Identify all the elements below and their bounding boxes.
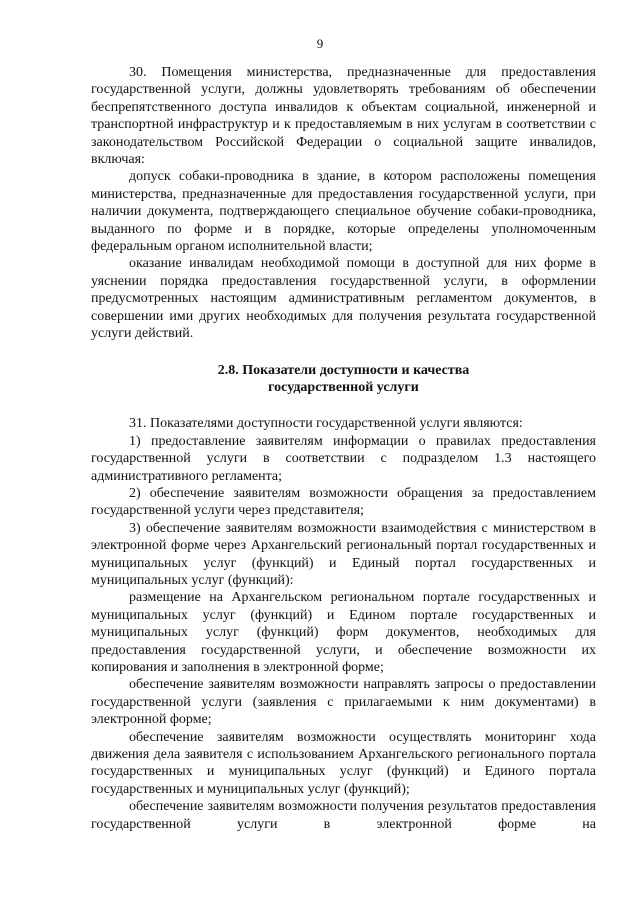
list-item-3: 3) обеспечение заявителям возможности взаимодействия с министерством в электронной форме через Архангельский региональный портал государственных и муниципальных услуг (функций) и Единый портал государственных и муниципальных услуг (функций): [91, 520, 596, 588]
section-heading [91, 362, 596, 397]
section-accessibility-premises [91, 64, 596, 343]
list-item-1: 1) предоставление заявителям информации о правилах предоставления государственной услуги в соответствии с подразделом 1.3 настоящего административного регламента; [91, 433, 596, 484]
paragraph-requests: обеспечение заявителям возможности направлять запросы о предоставлении государственной услуги (заявления с прилагаемыми к ним документами) в электронной форме; [91, 677, 596, 728]
paragraph-assistance: оказание инвалидам необходимой помощи в доступной для них форме в уяснении порядка предоставления государственной услуги, в оформлении предусмотренных настоящим административным регламентом документов, в совершении ими других необходимых для получения результата государственной услуги действий. [91, 256, 596, 342]
section-heading-line-1: 2.8. Показатели доступности и качества [217, 362, 470, 378]
list-item-2: 2) обеспечение заявителям возможности обращения за предоставлением государственной услуги через представителя; [91, 485, 596, 519]
paragraph-30: 30. Помещения министерства, предназначенные для предоставления государственной услуги, должны удовлетворять требованиям об обеспечении беспрепятственного доступа инвалидов к объектам социальной, инженерной и транспортной инфраструктур и к предоставляемым в них услугам в соответствии с законодательством Российской Федерации о социальной защите инвалидов, включая: [91, 65, 596, 168]
paragraph-guide-dog: допуск собаки-проводника в здание, в котором расположены помещения министерства, предназначенные для предоставления государственной услуги, при наличии документа, подтверждающего специальное обучение собаки-проводника, выданного по форме и в порядке, которые определены уполномоченным федеральным органом исполнительной власти; [91, 169, 596, 255]
paragraph-forms-placement: размещение на Архангельском региональном портале государственных и муниципальных услуг (функций) и Едином портале государственных и муниципальных услуг (функций) форм документов, необходимых для предоставления государственной услуги, и обеспечение возможности их копирования и заполнения в электронной форме; [91, 590, 596, 675]
paragraph-31: 31. Показателями доступности государственной услуги являются: [129, 416, 523, 432]
paragraph-results: обеспечение заявителям возможности получения результатов предоставления государственной услуги в электронной форме на [91, 799, 596, 832]
document-body [91, 64, 596, 833]
paragraph-monitoring: обеспечение заявителям возможности осуществлять мониторинг хода движения дела заявителя с использованием Архангельского регионального портала государственных и муниципальных услуг (функций) и Единого портала государственных и муниципальных услуг (функций); [91, 729, 596, 797]
section-heading-line-2: государственной услуги [268, 379, 419, 395]
section-indicators [91, 415, 596, 833]
page-number: 9 [316, 36, 324, 51]
